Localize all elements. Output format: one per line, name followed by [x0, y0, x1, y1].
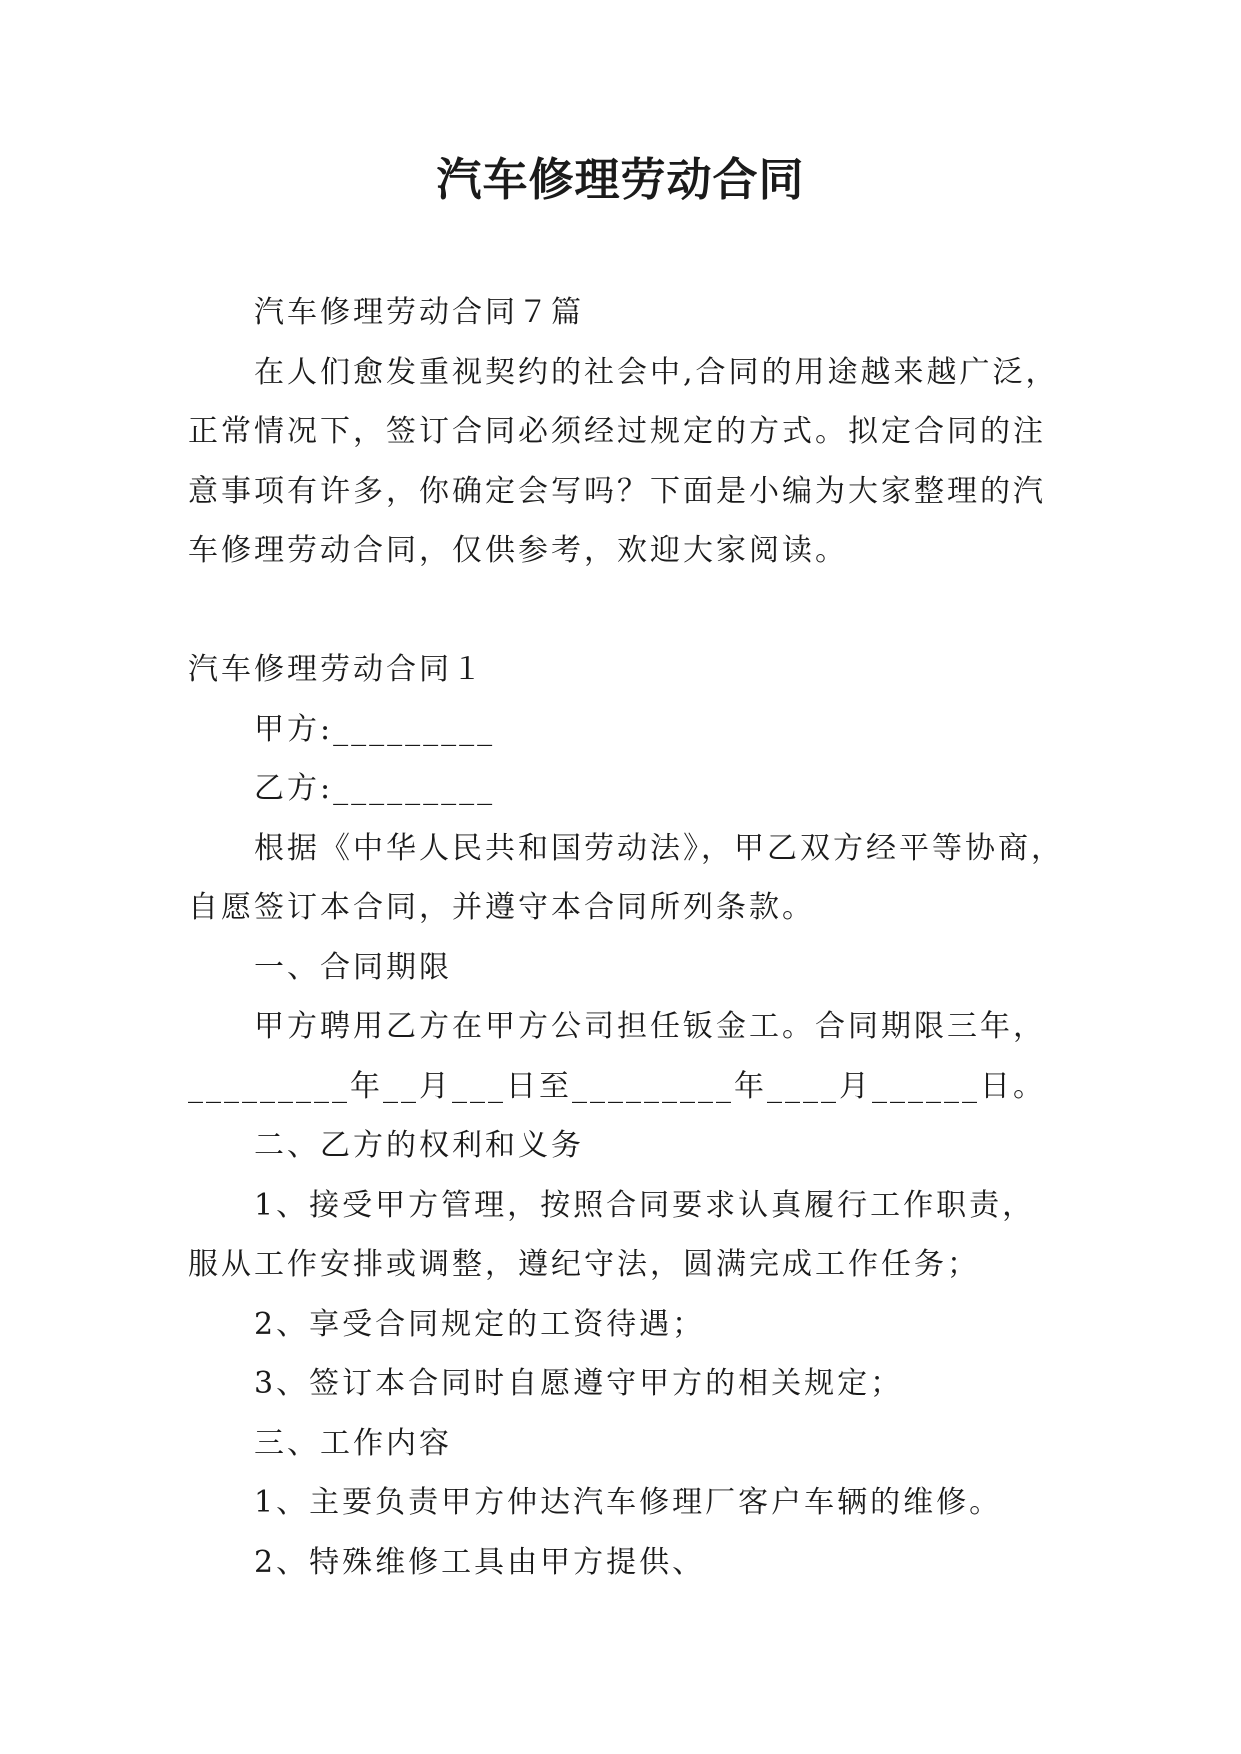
paragraph-line: 根据《中华人民共和国劳动法》，甲乙双方经平等协商，	[254, 830, 1064, 866]
subtitle-line: 汽车修理劳动合同７篇	[254, 295, 584, 330]
date-range-line: _________年__月___日至_________年____月______日。	[188, 1068, 1046, 1104]
party-a-line: 甲方:_________	[254, 711, 496, 747]
paragraph-line: 甲方聘用乙方在甲方公司担任钣金工。合同期限三年，	[254, 1009, 1046, 1044]
document-title: 汽车修理劳动合同	[436, 153, 805, 206]
paragraph-line: 2、享受合同规定的工资待遇；	[254, 1306, 706, 1342]
paragraph-line: 3、签订本合同时自愿遵守甲方的相关规定；	[254, 1366, 904, 1401]
party-b-line: 乙方:_________	[254, 771, 496, 806]
paragraph-line: 2、特殊维修工具由甲方提供、	[254, 1544, 706, 1580]
clause-heading: 二、乙方的权利和义务	[254, 1128, 584, 1163]
blank-line	[188, 581, 1053, 641]
paragraph-line: 自愿签订本合同，并遵守本合同所列条款。	[188, 890, 815, 925]
paragraph-line: 意事项有许多，你确定会写吗？下面是小编为大家整理的汽	[188, 473, 1046, 509]
paragraph-line: 1、接受甲方管理，按照合同要求认真履行工作职责，	[254, 1187, 1036, 1223]
document-body	[188, 283, 1064, 1592]
section-heading: 汽车修理劳动合同１	[188, 652, 485, 687]
paragraph-line: 车修理劳动合同，仅供参考，欢迎大家阅读。	[188, 533, 848, 568]
paragraph-line: 服从工作安排或调整，遵纪守法，圆满完成工作任务；	[188, 1247, 980, 1282]
paragraph-line: 在人们愈发重视契约的社会中,合同的用途越来越广泛，	[254, 354, 1059, 390]
clause-heading: 三、工作内容	[254, 1425, 452, 1461]
paragraph-line: 正常情况下，签订合同必须经过规定的方式。拟定合同的注	[188, 414, 1046, 449]
clause-heading: 一、合同期限	[254, 949, 452, 985]
paragraph-line: 1、主要负责甲方仲达汽车修理厂客户车辆的维修。	[254, 1485, 1003, 1520]
